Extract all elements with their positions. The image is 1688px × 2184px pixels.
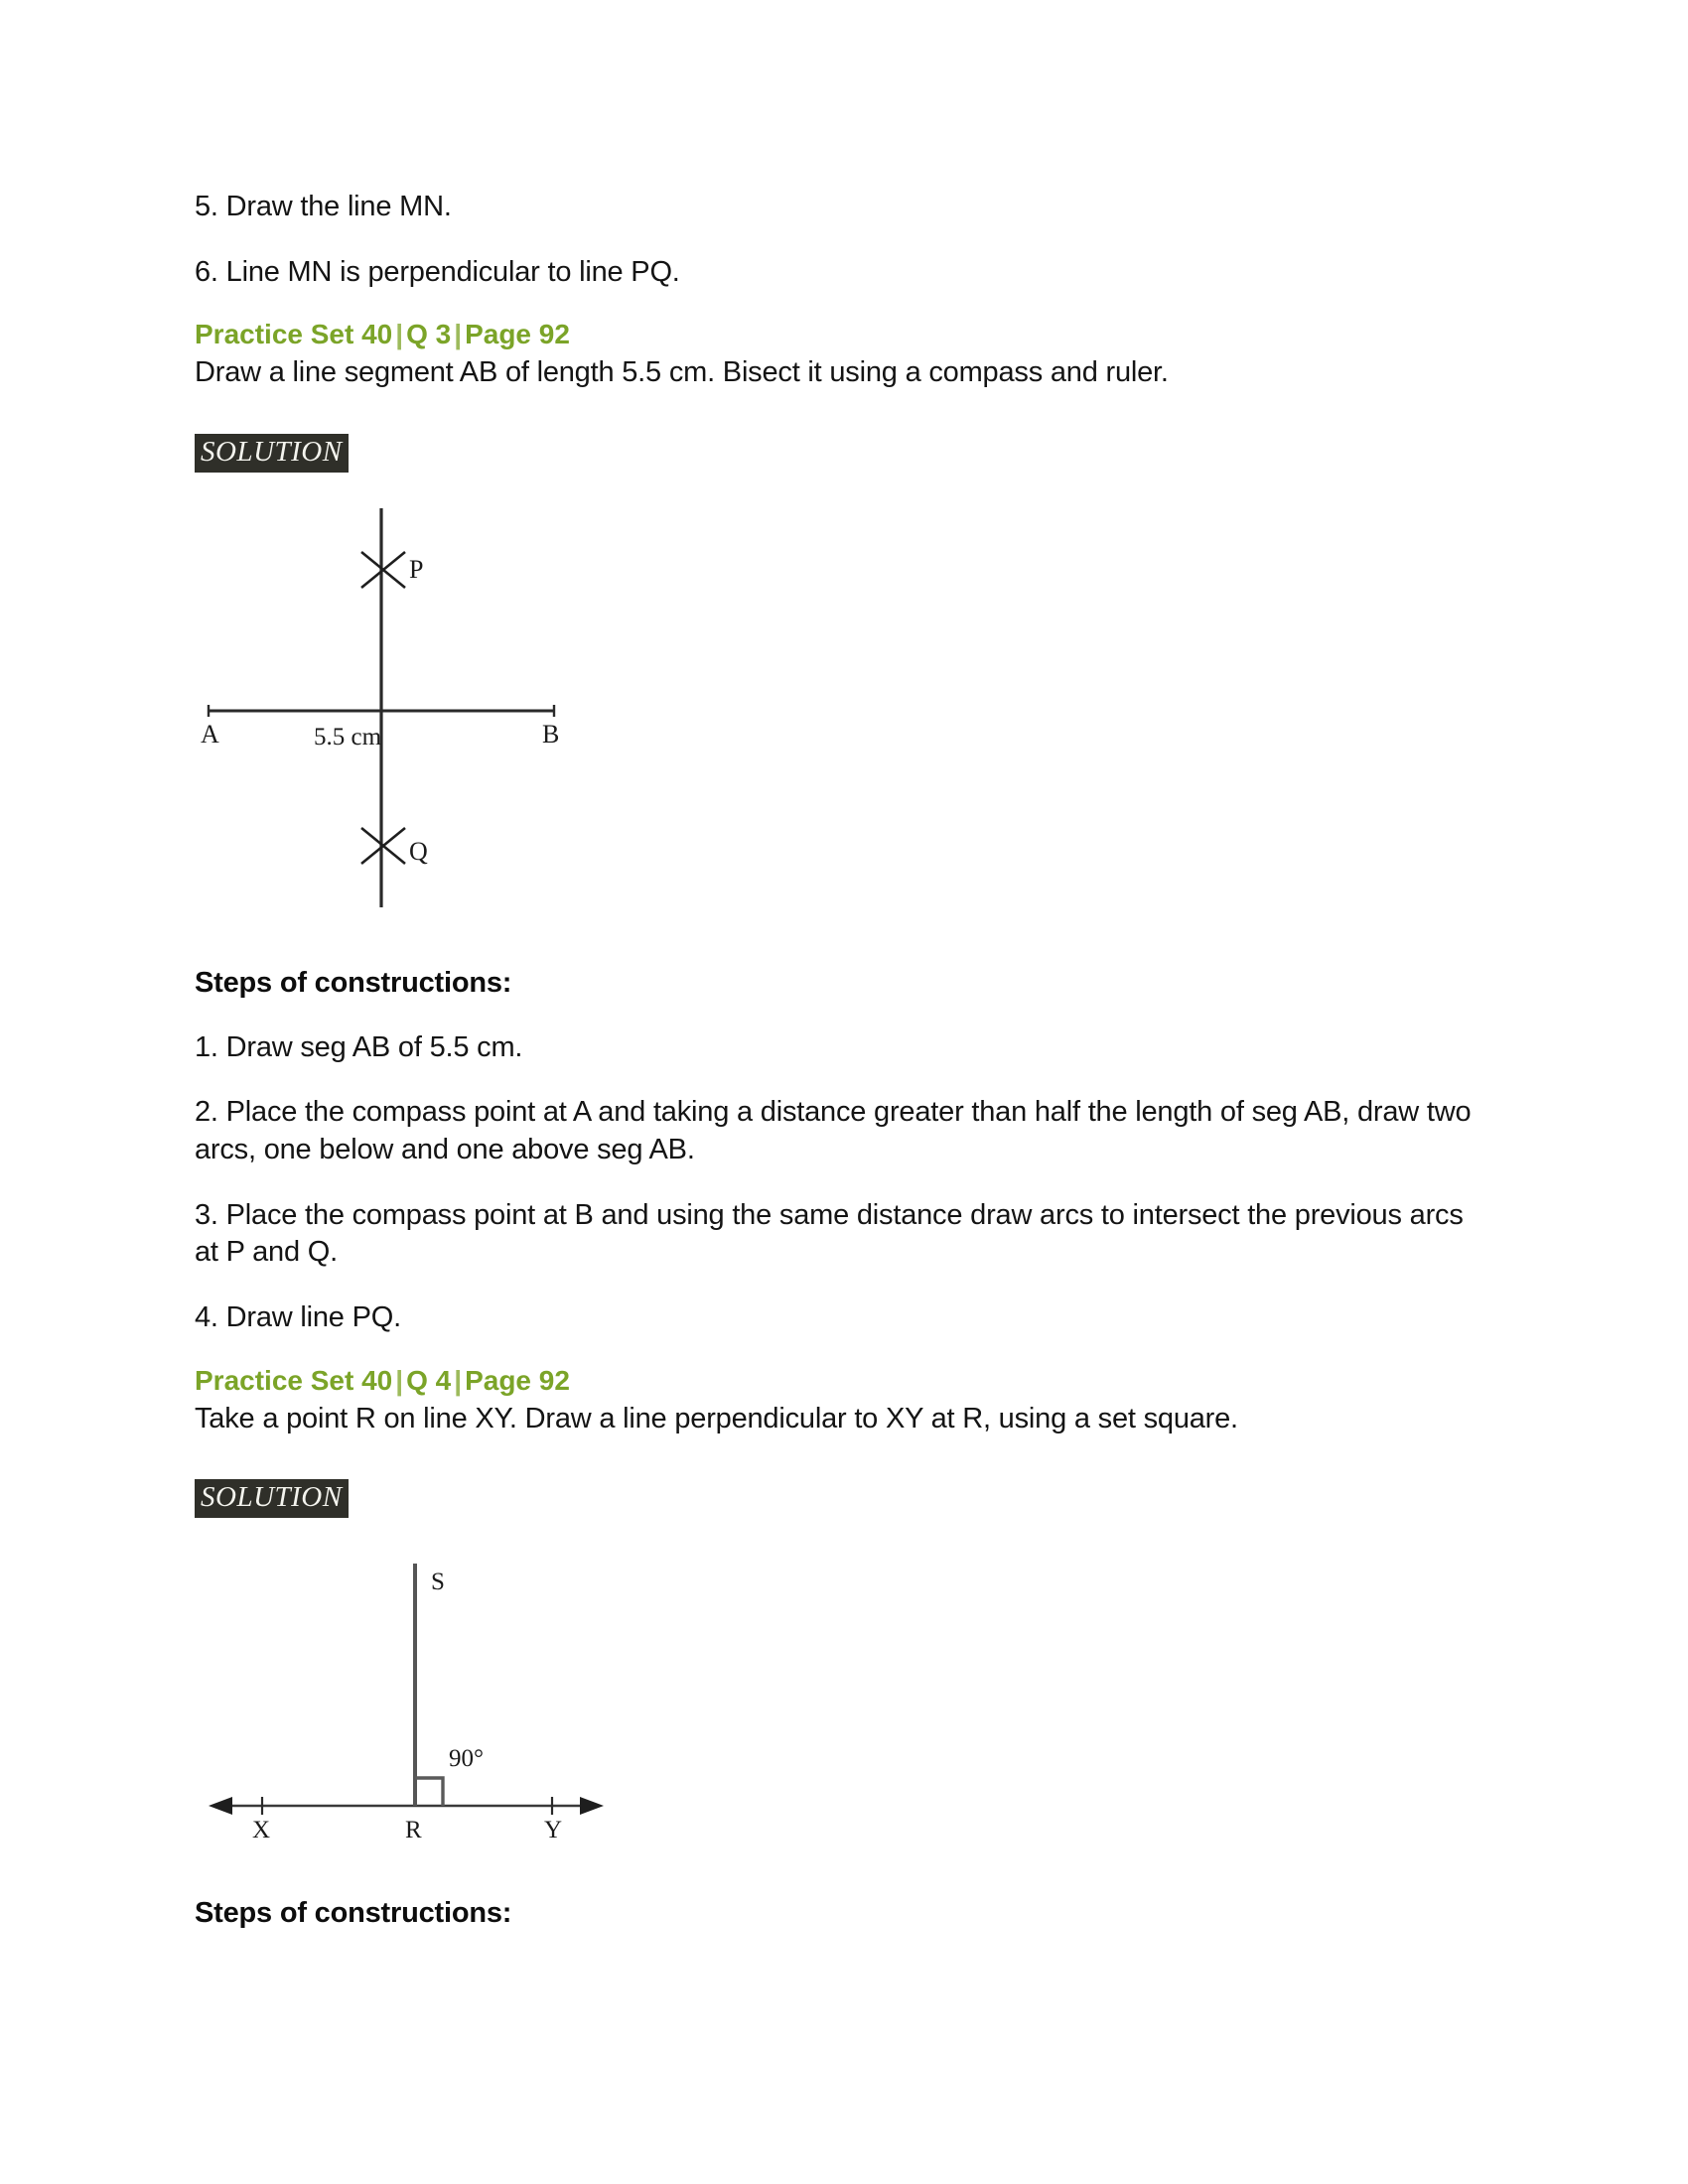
figure-label-r: R (405, 1816, 422, 1843)
heading-separator-1-q4: | (395, 1364, 404, 1396)
heading-separator-2-q4: | (454, 1364, 463, 1396)
construction-step-2-q3: 2. Place the compass point at A and taking a distance greater than half the length of seg AB, draw two arcs, one below and one above seg AB. (195, 1096, 1472, 1165)
figure-perpendicular-xy-svg (195, 1540, 751, 1867)
figure-angle-label: 90° (449, 1744, 484, 1772)
page-number-q4: Page 92 (465, 1364, 570, 1396)
solution-label-q4: SOLUTION (195, 1479, 349, 1517)
heading-separator-1-q3: | (395, 319, 404, 350)
figure-label-p: P (409, 554, 424, 584)
question-number-q4: Q 4 (406, 1364, 452, 1396)
page-number-q3: Page 92 (465, 319, 570, 350)
figure-label-s: S (431, 1568, 445, 1595)
figure-label-y: Y (544, 1816, 563, 1843)
document-content (195, 189, 1476, 1960)
step-line-5: 5. Draw the line MN. (195, 191, 452, 222)
right-angle-marker (415, 1778, 443, 1806)
question-prompt-q3: Draw a line segment AB of length 5.5 cm. Bisect it using a compass and ruler. (195, 356, 1169, 389)
figure-bisector-ab (195, 490, 751, 927)
arc-cross-p (361, 552, 405, 588)
figure-label-b: B (542, 719, 560, 749)
figure-perpendicular-xy (195, 1540, 751, 1897)
solution-block-q3 (195, 434, 1476, 472)
arrowhead-right-y (580, 1797, 604, 1815)
arrowhead-left-x (209, 1797, 232, 1815)
step-line-6: 6. Line MN is perpendicular to line PQ. (195, 255, 680, 288)
construction-step-1-q3: 1. Draw seg AB of 5.5 cm. (195, 1030, 523, 1063)
practice-set-label-q3: Practice Set 40 (195, 319, 393, 350)
solution-block-q4 (195, 1479, 1476, 1517)
construction-step-4-q3: 4. Draw line PQ. (195, 1300, 401, 1333)
figure-bisector-ab-svg (195, 490, 751, 927)
practice-set-label-q4: Practice Set 40 (195, 1364, 393, 1396)
steps-title-q4: Steps of constructions: (195, 1896, 512, 1929)
construction-step-3-q3: 3. Place the compass point at B and using the same distance draw arcs to intersect the previous arcs at P and Q. (195, 1198, 1464, 1269)
practice-set-heading-q4 (195, 1365, 1476, 1397)
question-number-q3: Q 3 (406, 319, 452, 350)
heading-separator-2-q3: | (454, 319, 463, 350)
arc-cross-q (361, 828, 405, 864)
question-prompt-q4: Take a point R on line XY. Draw a line perpendicular to XY at R, using a set square. (195, 1402, 1238, 1434)
figure-label-q: Q (409, 836, 428, 866)
steps-title-q3: Steps of constructions: (195, 966, 512, 999)
figure-label-a: A (201, 719, 219, 749)
practice-set-heading-q3 (195, 319, 1476, 350)
figure-measure-ab: 5.5 cm (314, 723, 382, 751)
solution-label-q3: SOLUTION (195, 434, 349, 472)
figure-label-x: X (252, 1816, 271, 1843)
